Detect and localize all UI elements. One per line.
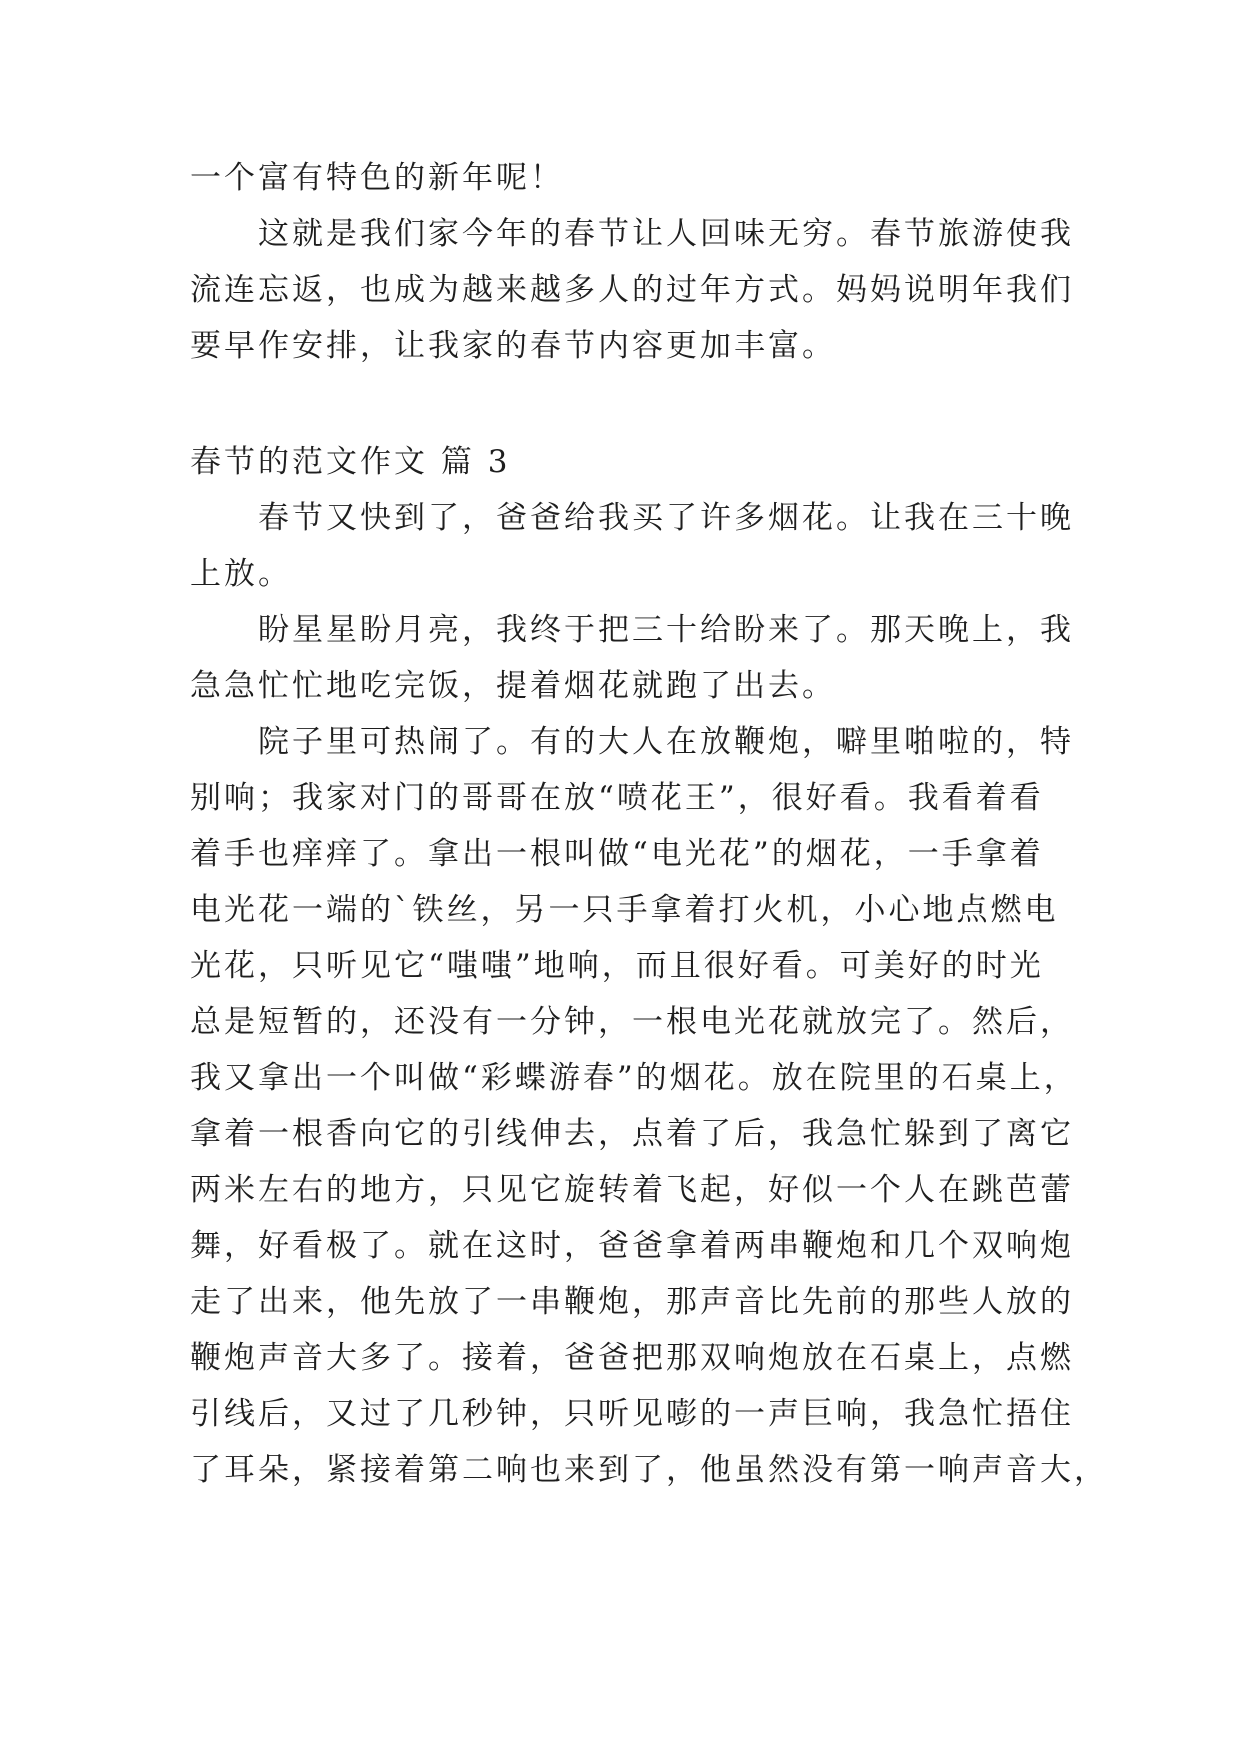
closing-paragraph: [190, 206, 1074, 374]
text-line: 总是短暂的，还没有一分钟，一根电光花就放完了。然后，: [190, 1004, 1074, 1040]
text-line: 两米左右的地方，只见它旋转着飞起，好似一个人在跳芭蕾: [190, 1172, 1074, 1208]
text-line: 我又拿出一个叫做“彩蝶游春”的烟花。放在院里的石桌上，: [190, 1060, 1078, 1096]
text-line: 上放。: [190, 556, 292, 592]
paragraph-3: [190, 714, 1108, 1498]
paragraph-1: [190, 490, 1074, 602]
text-line: 电光花一端的`铁丝，另一只手拿着打火机，小心地点燃电: [190, 892, 1059, 928]
text-line: 引线后，又过了几秒钟，只听见嘭的一声巨响，我急忙捂住: [190, 1396, 1074, 1432]
text-line: 一个富有特色的新年呢！: [190, 160, 564, 196]
text-line: 拿着一根香向它的引线伸去，点着了后，我急忙躲到了离它: [190, 1116, 1074, 1152]
text-line: 流连忘返，也成为越来越多人的过年方式。妈妈说明年我们: [190, 272, 1074, 308]
text-line: 了耳朵，紧接着第二响也来到了，他虽然没有第一响声音大，: [190, 1452, 1108, 1488]
paragraph-2: [190, 602, 1074, 714]
text-line: 院子里可热闹了。有的大人在放鞭炮，噼里啪啦的，特: [258, 724, 1074, 760]
text-line: 着手也痒痒了。拿出一根叫做“电光花”的烟花，一手拿着: [190, 836, 1044, 872]
text-line: 要早作安排，让我家的春节内容更加丰富。: [190, 328, 836, 364]
document-body: [190, 150, 1108, 1498]
section-heading: 春节的范文作文 篇 3: [190, 444, 511, 480]
text-line: 舞，好看极了。就在这时，爸爸拿着两串鞭炮和几个双响炮: [190, 1228, 1074, 1264]
text-line: 急急忙忙地吃完饭，提着烟花就跑了出去。: [190, 668, 836, 704]
text-line: 春节又快到了，爸爸给我买了许多烟花。让我在三十晚: [258, 500, 1074, 536]
text-line: 鞭炮声音大多了。接着，爸爸把那双响炮放在石桌上，点燃: [190, 1340, 1074, 1376]
text-line: 光花，只听见它“嗤嗤”地响，而且很好看。可美好的时光: [190, 948, 1044, 984]
text-line: 盼星星盼月亮，我终于把三十给盼来了。那天晚上，我: [258, 612, 1074, 648]
text-line: 别响；我家对门的哥哥在放“喷花王”，很好看。我看着看: [190, 780, 1044, 816]
text-line: 这就是我们家今年的春节让人回味无穷。春节旅游使我: [258, 216, 1074, 252]
text-line: 走了出来，他先放了一串鞭炮，那声音比先前的那些人放的: [190, 1284, 1074, 1320]
